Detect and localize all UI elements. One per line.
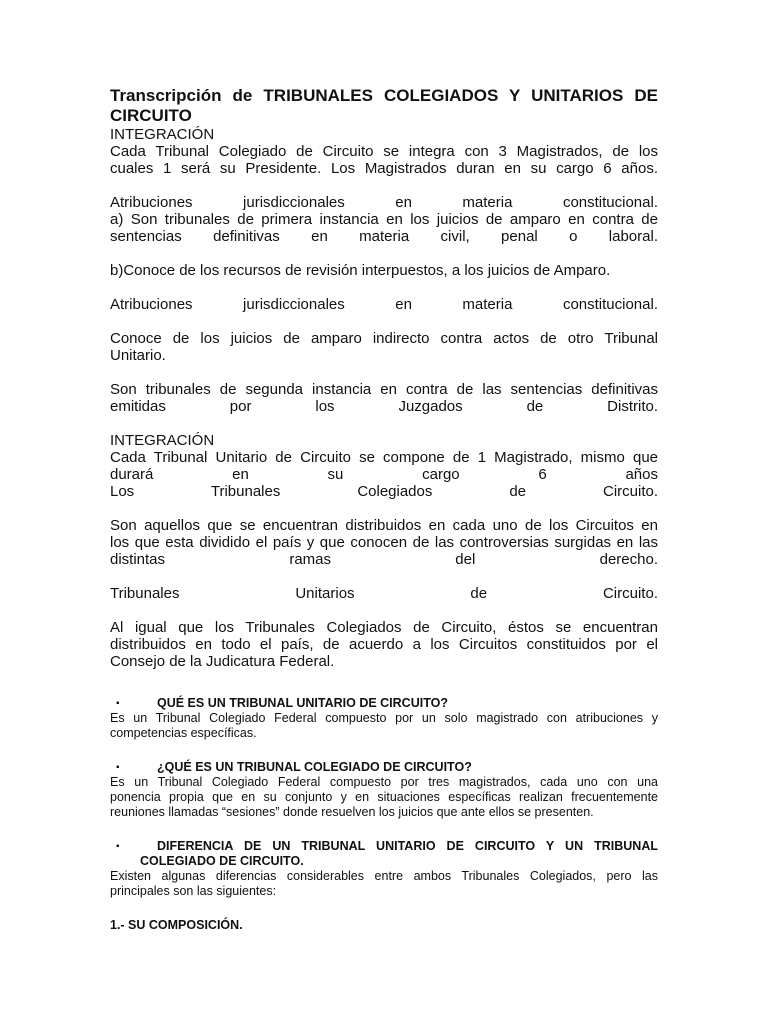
paragraph-line: cuales 1 será su Presidente. Los Magistrados duran en su cargo 6 años. — [110, 160, 658, 177]
paragraph-amparo-indirecto — [110, 330, 658, 364]
paragraph-line: distintas ramas del derecho. — [110, 551, 658, 568]
paragraph-line: Conoce de los juicios de amparo indirecto contra actos de otro Tribunal — [110, 330, 658, 347]
faq-answer-line: principales son las siguientes: — [110, 884, 277, 898]
paragraph-line: distribuidos en todo el país, de acuerdo a los Circuitos constituidos por el — [110, 636, 658, 653]
title-line-2: CIRCUITO — [110, 106, 192, 125]
section-integracion-colegiado — [110, 126, 658, 177]
faq-heading-text: DIFERENCIA DE UN TRIBUNAL UNITARIO DE CIRCUITO Y UN TRIBUNAL — [157, 839, 658, 853]
section-heading-composicion: 1.- SU COMPOSICIÓN. — [110, 918, 243, 932]
paragraph-al-igual — [110, 619, 658, 670]
bullet-icon: ▪ — [116, 841, 120, 852]
paragraph-line: Unitario. — [110, 347, 166, 364]
section-integracion-unitario — [110, 432, 658, 500]
faq-diferencia — [110, 839, 658, 899]
section-heading: INTEGRACIÓN — [110, 432, 215, 449]
faq-heading — [110, 839, 658, 869]
section-heading: INTEGRACIÓN — [110, 126, 215, 143]
faq-answer-line: Es un Tribunal Colegiado Federal compuesto por un solo magistrado con atribuciones y — [110, 711, 658, 725]
paragraph-line: Tribunales Unitarios de Circuito. — [110, 585, 658, 602]
faq-heading-text: ¿QUÉ ES UN TRIBUNAL COLEGIADO DE CIRCUITO? — [157, 760, 472, 774]
paragraph-line: a) Son tribunales de primera instancia en los juicios de amparo en contra de — [110, 211, 658, 228]
paragraph-atribuciones-2 — [110, 296, 658, 313]
paragraph-line: Cada Tribunal Unitario de Circuito se compone de 1 Magistrado, mismo que — [110, 449, 658, 466]
paragraph-atribuciones-1 — [110, 194, 658, 245]
bullet-icon: ▪ — [116, 698, 120, 709]
title-line-1: Transcripción de TRIBUNALES COLEGIADOS Y UNITARIOS DE — [110, 86, 658, 105]
paragraph-line: Atribuciones jurisdiccionales en materia constitucional. — [110, 296, 658, 313]
document-title — [110, 86, 658, 126]
bullet-icon: ▪ — [116, 762, 120, 773]
faq-answer-line: competencias específicas. — [110, 726, 257, 740]
faq-answer-line: reuniones llamadas “sesiones” donde resuelven los juicios que ante ellos se presenten. — [110, 805, 594, 819]
faq-answer-line: Existen algunas diferencias considerables entre ambos Tribunales Colegiados, pero las — [110, 869, 658, 883]
paragraph-distribuidos — [110, 517, 658, 568]
faq-heading-text: QUÉ ES UN TRIBUNAL UNITARIO DE CIRCUITO? — [157, 696, 448, 710]
paragraph-line: Consejo de la Judicatura Federal. — [110, 653, 335, 670]
faq-heading-text: COLEGIADO DE CIRCUITO. — [140, 854, 304, 868]
paragraph-line: Al igual que los Tribunales Colegiados de Circuito, éstos se encuentran — [110, 619, 658, 636]
faq-answer-line: Es un Tribunal Colegiado Federal compuesto por tres magistrados, cada uno con una — [110, 775, 658, 789]
paragraph-segunda-instancia — [110, 381, 658, 415]
faq-answer-line: ponencia propia que en su conjunto y en situaciones específicas realizan frecuentemente — [110, 790, 658, 804]
paragraph-recursos-revision — [110, 262, 658, 279]
paragraph-line: b)Conoce de los recursos de revisión interpuestos, a los juicios de Amparo. — [110, 262, 611, 279]
faq-tribunal-unitario — [110, 696, 658, 741]
paragraph-line: Son aquellos que se encuentran distribuidos en cada uno de los Circuitos en — [110, 517, 658, 534]
paragraph-line: sentencias definitivas en materia civil, penal o laboral. — [110, 228, 658, 245]
paragraph-line: emitidas por los Juzgados de Distrito. — [110, 398, 658, 415]
faq-tribunal-colegiado — [110, 760, 658, 820]
paragraph-line: Los Tribunales Colegiados de Circuito. — [110, 483, 658, 500]
paragraph-line: los que esta dividido el país y que conocen de las controversias surgidas en las — [110, 534, 658, 551]
paragraph-line: Son tribunales de segunda instancia en contra de las sentencias definitivas — [110, 381, 658, 398]
paragraph-tribunales-unitarios — [110, 585, 658, 602]
document-page — [110, 86, 658, 933]
paragraph-line: Cada Tribunal Colegiado de Circuito se integra con 3 Magistrados, de los — [110, 143, 658, 160]
faq-heading — [110, 696, 658, 711]
paragraph-line: durará en su cargo 6 años — [110, 466, 658, 483]
faq-heading — [110, 760, 658, 775]
paragraph-line: Atribuciones jurisdiccionales en materia constitucional. — [110, 194, 658, 211]
